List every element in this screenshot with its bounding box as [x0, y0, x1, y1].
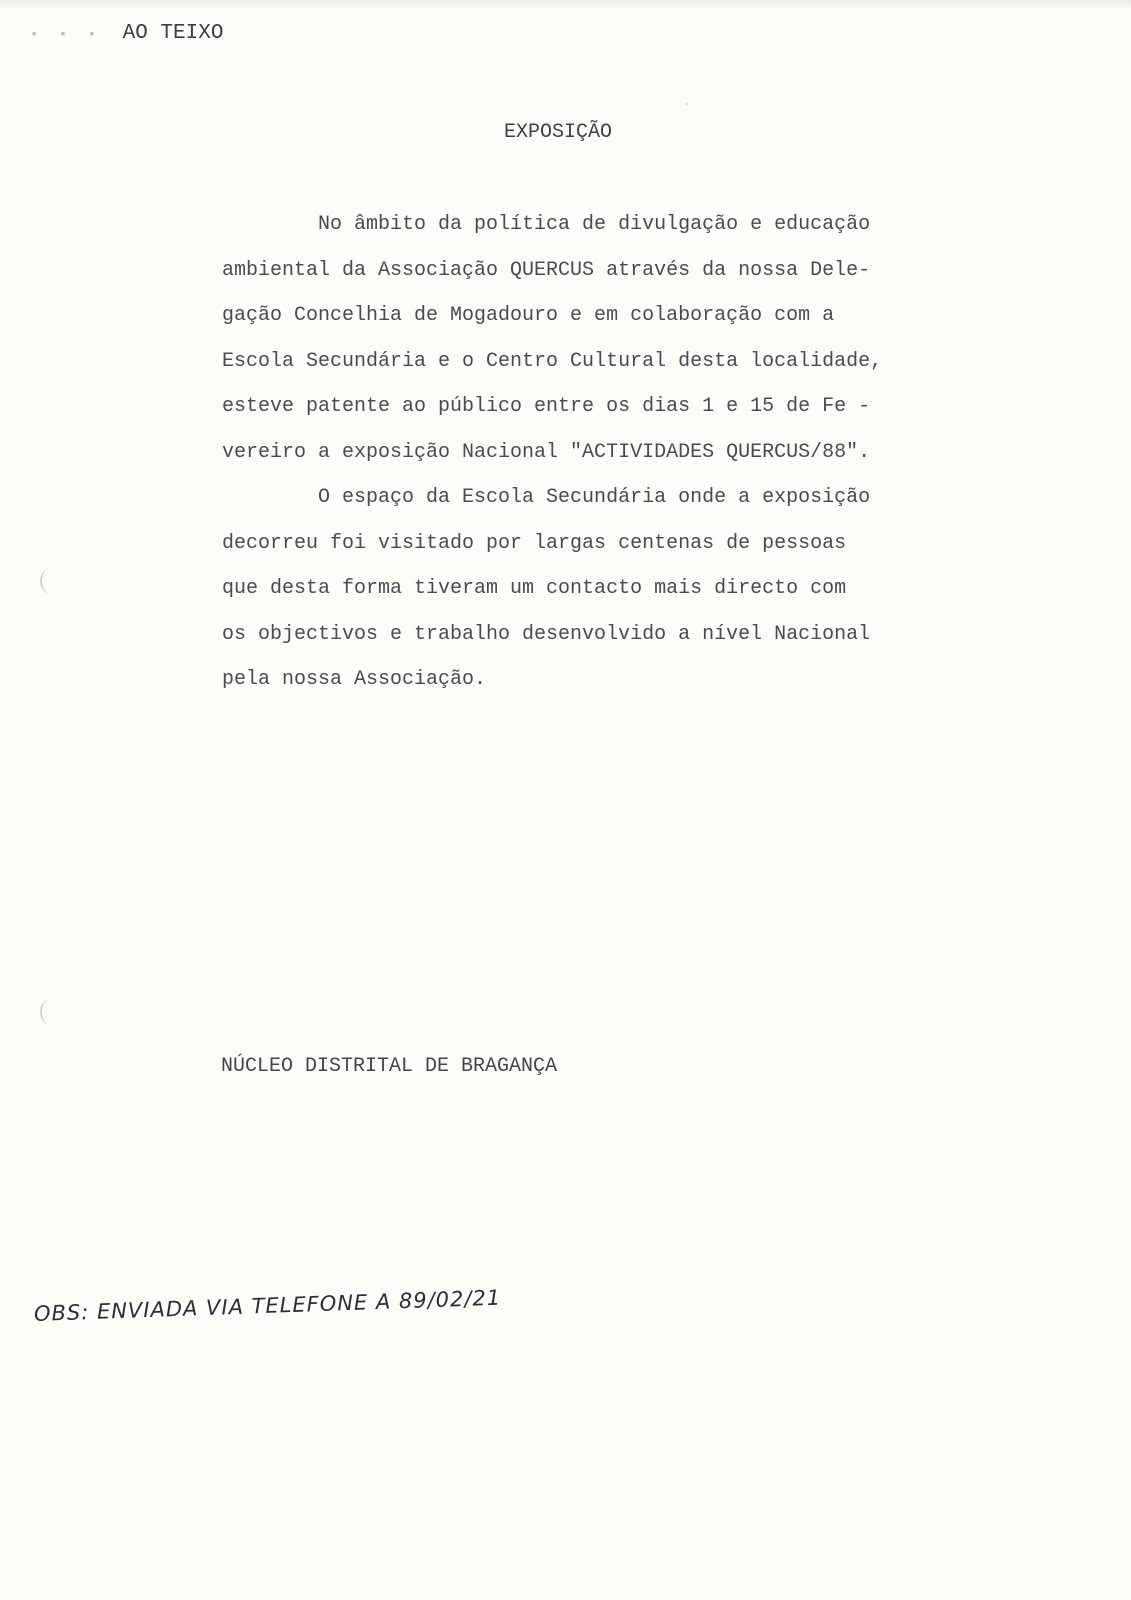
body-line: Escola Secundária e o Centro Cultural desta localidade, [222, 349, 883, 373]
body-line: No âmbito da política de divulgação e educação [222, 213, 871, 236]
body-paragraphs [222, 202, 1002, 703]
body-line: decorreu foi visitado por largas centenas de pessoas [222, 531, 847, 555]
punch-hole-mark [40, 568, 62, 594]
header-recipient: AO TEIXO [122, 22, 224, 45]
body-line: esteve patente ao público entre os dias 1 e 15 de Fe - [222, 395, 871, 418]
body-line: vereiro a exposição Nacional "ACTIVIDADES QUERCUS/88". [222, 440, 871, 464]
handwritten-note: OBS: ENVIADA VIA TELEFONE A 89/02/21 [33, 1285, 502, 1326]
body-line: O espaço da Escola Secundária onde a exposição [222, 486, 871, 509]
body-line: os objectivos e trabalho desenvolvido a nível Nacional [222, 622, 871, 646]
signature-block: NÚCLEO DISTRITAL DE BRAGANÇA [221, 1055, 558, 1078]
document-title: EXPOSIÇÃO [504, 121, 613, 144]
document-header [30, 22, 223, 45]
body-line: que desta forma tiveram um contacto mais directo com [222, 577, 847, 600]
header-marks: • • • [30, 27, 103, 43]
paper-speck [686, 103, 688, 105]
punch-hole-mark [40, 999, 62, 1025]
body-line: pela nossa Associação. [222, 668, 487, 691]
body-line: ambiental da Associação QUERCUS através da nossa Dele- [222, 258, 871, 282]
page-edge-shadow [0, 0, 1131, 10]
body-line: gação Concelhia de Mogadouro e em colaboração com a [222, 304, 835, 327]
